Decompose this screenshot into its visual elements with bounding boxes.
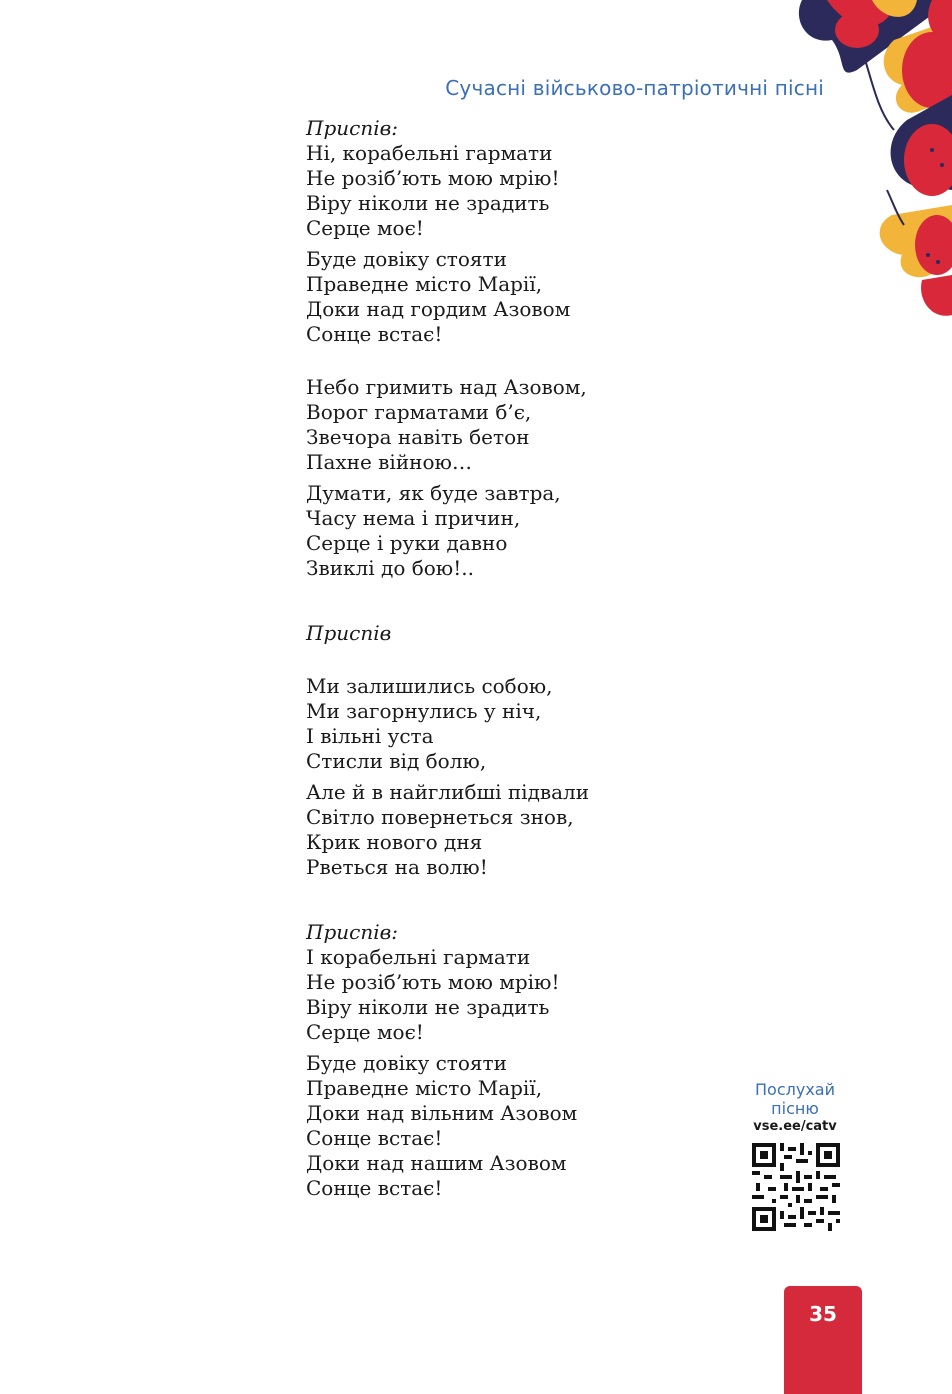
lyric-line: Думати, як буде завтра, (306, 481, 561, 505)
lyric-line: Ні, корабельні гармати (306, 141, 553, 165)
lyric-line: Часу нема і причин, (306, 506, 521, 530)
lyric-line: Буде довіку стояти (306, 1051, 507, 1075)
refrain-label: Приспів: (306, 116, 398, 140)
lyric-line: Не розіб’ють мою мрію! (306, 970, 560, 994)
qr-code-icon[interactable] (752, 1143, 840, 1231)
listen-callout (745, 1080, 845, 1134)
lyric-line: Віру ніколи не зрадить (306, 995, 550, 1019)
listen-label-line1: Послухай (755, 1080, 835, 1099)
section-title: Сучасні військово-патріотичні пісні (445, 76, 824, 100)
stanza (306, 1051, 726, 1201)
stanza (306, 375, 726, 475)
refrain-reference: Приспів (306, 621, 392, 645)
lyric-line: Пахне війною… (306, 450, 472, 474)
song-lyrics (306, 116, 726, 1201)
lyric-line: Стисли від болю, (306, 749, 487, 773)
lyric-line: Світло повернеться знов, (306, 805, 574, 829)
stanza (306, 141, 726, 241)
page-number-tab (784, 1286, 862, 1394)
lyric-line: Віру ніколи не зрадить (306, 191, 550, 215)
decor-shapes (799, 0, 952, 316)
lyric-line: Доки над нашим Азовом (306, 1151, 567, 1175)
lyric-line: Ворог гарматами б’є, (306, 400, 532, 424)
stanza (306, 247, 726, 347)
stanza (306, 674, 726, 774)
page-number: 35 (809, 1302, 837, 1326)
lyric-line: Праведне місто Марії, (306, 272, 543, 296)
lyric-line: Серце моє! (306, 1020, 424, 1044)
lyric-line: Праведне місто Марії, (306, 1076, 543, 1100)
lyric-line: Але й в найглибші підвали (306, 780, 590, 804)
lyric-line: Небо гримить над Азовом, (306, 375, 587, 399)
lyric-line: Ми залишились собою, (306, 674, 553, 698)
stanza (306, 780, 726, 880)
listen-label-line2: пісню (771, 1099, 819, 1118)
lyric-line: Серце моє! (306, 216, 424, 240)
lyric-line: Звиклі до бою!.. (306, 556, 474, 580)
lyric-line: Сонце встає! (306, 322, 443, 346)
lyric-line: Доки над гордим Азовом (306, 297, 571, 321)
lyric-line: Крик нового дня (306, 830, 483, 854)
listen-url[interactable]: vse.ee/catv (753, 1119, 837, 1134)
lyric-line: Серце і руки давно (306, 531, 508, 555)
stanza (306, 481, 726, 581)
lyric-line: Сонце встає! (306, 1126, 443, 1150)
stanza (306, 945, 726, 1045)
refrain-label: Приспів: (306, 920, 398, 944)
lyric-line: Буде довіку стояти (306, 247, 507, 271)
lyric-line: Сонце встає! (306, 1176, 443, 1200)
lyric-line: І корабельні гармати (306, 945, 531, 969)
lyric-line: Ми загорнулись у ніч, (306, 699, 542, 723)
lyric-line: І вільні уста (306, 724, 434, 748)
lyric-line: Доки над вільним Азовом (306, 1101, 578, 1125)
lyric-line: Рветься на волю! (306, 855, 488, 879)
lyric-line: Не розіб’ють мою мрію! (306, 166, 560, 190)
lyric-line: Звечора навіть бетон (306, 425, 530, 449)
